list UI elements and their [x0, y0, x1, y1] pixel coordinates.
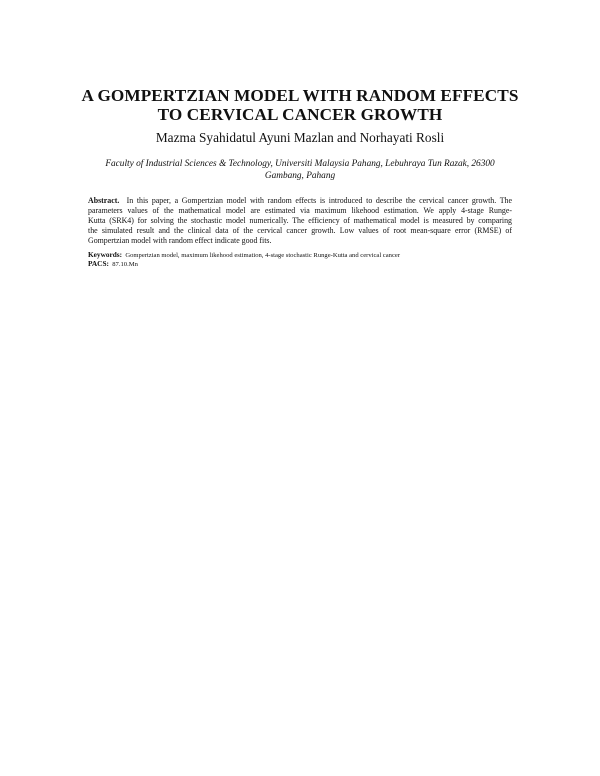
abstract-label: Abstract.: [88, 196, 120, 205]
abstract-line-4: the simulated result and the clinical data of the cervical cancer growth. Low values of root mean-square error (RMSE) of: [88, 226, 512, 235]
pacs: [88, 259, 512, 269]
affiliation: [90, 158, 510, 182]
authors: Mazma Syahidatul Ayuni Mazlan and Norhayati Rosli: [155, 130, 445, 145]
abstract-line-1: [88, 196, 512, 206]
pacs-label: PACS:: [88, 259, 109, 268]
paper-title: [60, 86, 540, 124]
affiliation-line-1: Faculty of Industrial Sciences & Technology, Universiti Malaysia Pahang, Lebuhraya Tun Razak, 26300: [105, 159, 495, 169]
affiliation-line-2: Gambang, Pahang: [264, 171, 336, 181]
pacs-text: 87.10.Mn: [112, 261, 138, 268]
keywords-text: Gompertzian model, maximum likehood estimation, 4-stage stochastic Runge-Kutta and cervical cancer: [125, 252, 401, 259]
abstract-text-1: In this paper, a Gompertzian model with random effects is introduced to describe the cervical cancer growth. The: [126, 196, 512, 205]
abstract-line-3: Kutta (SRK4) for solving the stochastic model numerically. The efficiency of mathematical model is measured by comparing: [88, 216, 512, 225]
abstract: [88, 196, 512, 246]
keywords-label: Keywords:: [88, 250, 123, 259]
title-line-1: A GOMPERTZIAN MODEL WITH RANDOM EFFECTS: [81, 86, 519, 105]
abstract-line-2: parameters values of the mathematical model are estimated via maximum likehood estimation. We apply 4-stage Runge-: [88, 206, 512, 215]
title-line-2: TO CERVICAL CANCER GROWTH: [157, 105, 443, 124]
abstract-line-5: Gompertzian model with random effect indicate good fits.: [88, 236, 272, 245]
